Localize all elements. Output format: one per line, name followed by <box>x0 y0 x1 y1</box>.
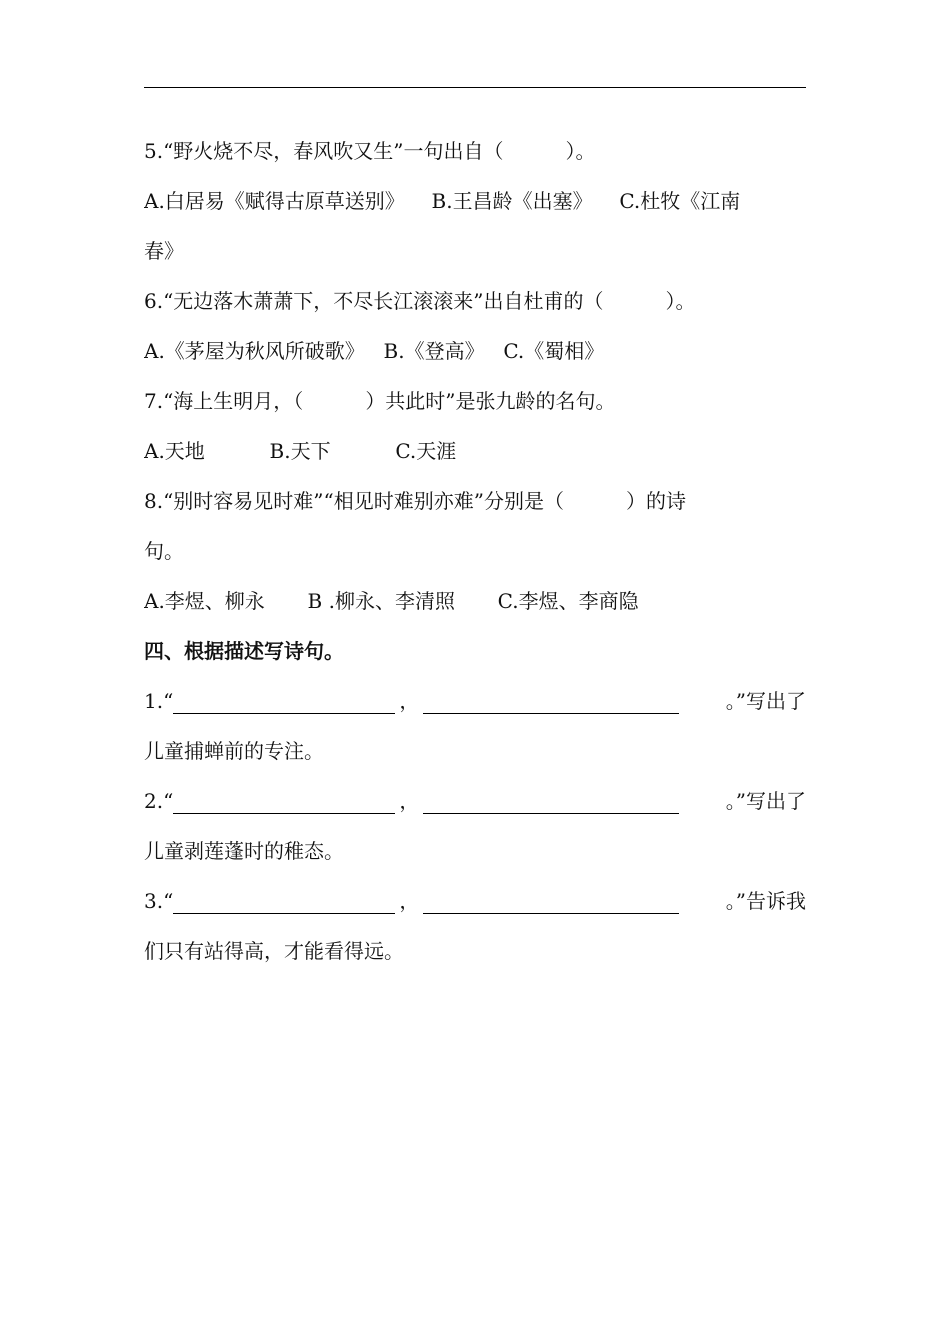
s4-item-3-suffix: 。”告诉我 <box>725 889 806 913</box>
section-4-heading: 四、根据描述写诗句。 <box>144 639 344 663</box>
q7-option-a: A.天地 <box>144 439 205 463</box>
s4-item-3-prefix: 3.“ <box>144 889 174 913</box>
s4-item-1-desc: 儿童捕蝉前的专注。 <box>144 739 324 763</box>
q7-stem-end: ）共此时”是张九龄的名句。 <box>365 389 616 413</box>
q5-option-c-cont: 春》 <box>144 239 184 263</box>
q8-option-a: A.李煜、柳永 <box>144 589 265 613</box>
s4-item-2-suffix: 。”写出了 <box>725 789 806 813</box>
s4-item-2-comma: ， <box>399 789 420 813</box>
q7-option-b: B.天下 <box>269 439 331 463</box>
q5-stem-end: ）。 <box>565 139 596 163</box>
s4-item-3 <box>144 876 806 926</box>
q6-stem-end: ）。 <box>665 289 696 313</box>
q6-option-a: A.《茅屋为秋风所破歌》 <box>144 339 365 363</box>
q6-options <box>144 326 806 376</box>
header-rule <box>144 87 806 88</box>
q8-stem-cont-text: 句。 <box>144 539 184 563</box>
q5-stem-text: 5.“野火烧不尽，春风吹又生”一句出自（ <box>144 139 504 163</box>
q7-options <box>144 426 806 476</box>
q8-option-b: B .柳永、李清照 <box>307 589 455 613</box>
q5-options <box>144 176 806 226</box>
s4-item-2-desc: 儿童剥莲蓬时的稚态。 <box>144 839 344 863</box>
q5-option-b: B.王昌龄《出塞》 <box>431 189 593 213</box>
worksheet-body <box>144 126 806 976</box>
q8-option-c: C.李煜、李商隐 <box>497 589 639 613</box>
s4-item-1-prefix: 1.“ <box>144 689 174 713</box>
s4-item-3-blank-2[interactable] <box>423 889 679 914</box>
s4-item-1-suffix: 。”写出了 <box>725 689 806 713</box>
q8-options <box>144 576 806 626</box>
s4-item-1-blank-2[interactable] <box>423 689 679 714</box>
s4-item-3-comma: ， <box>399 889 420 913</box>
s4-item-2-blank-2[interactable] <box>423 789 679 814</box>
q5-stem <box>144 126 806 176</box>
q8-stem-end: ）的诗 <box>625 489 686 513</box>
q6-stem <box>144 276 806 326</box>
s4-item-2-prefix: 2.“ <box>144 789 174 813</box>
q6-option-c: C.《蜀相》 <box>503 339 605 363</box>
s4-item-1-blank-1[interactable] <box>173 689 395 714</box>
q7-stem <box>144 376 806 426</box>
q5-option-c: C.杜牧《江南 <box>619 189 741 213</box>
q6-option-b: B.《登高》 <box>383 339 485 363</box>
s4-item-2 <box>144 776 806 826</box>
q7-stem-text: 7.“海上生明月，（ <box>144 389 304 413</box>
s4-item-2-blank-1[interactable] <box>173 789 395 814</box>
s4-item-3-blank-1[interactable] <box>173 889 395 914</box>
q7-option-c: C.天涯 <box>395 439 457 463</box>
q6-stem-text: 6.“无边落木萧萧下，不尽长江滚滚来”出自杜甫的（ <box>144 289 604 313</box>
s4-item-1-comma: ， <box>399 689 420 713</box>
q8-stem-text: 8.“别时容易见时难”“相见时难别亦难”分别是（ <box>144 489 564 513</box>
q5-option-a: A.白居易《赋得古原草送别》 <box>144 189 405 213</box>
q8-stem <box>144 476 806 526</box>
s4-item-3-desc: 们只有站得高，才能看得远。 <box>144 939 404 963</box>
q5-options-cont <box>144 226 806 276</box>
q8-stem-cont <box>144 526 806 576</box>
s4-item-1 <box>144 676 806 726</box>
